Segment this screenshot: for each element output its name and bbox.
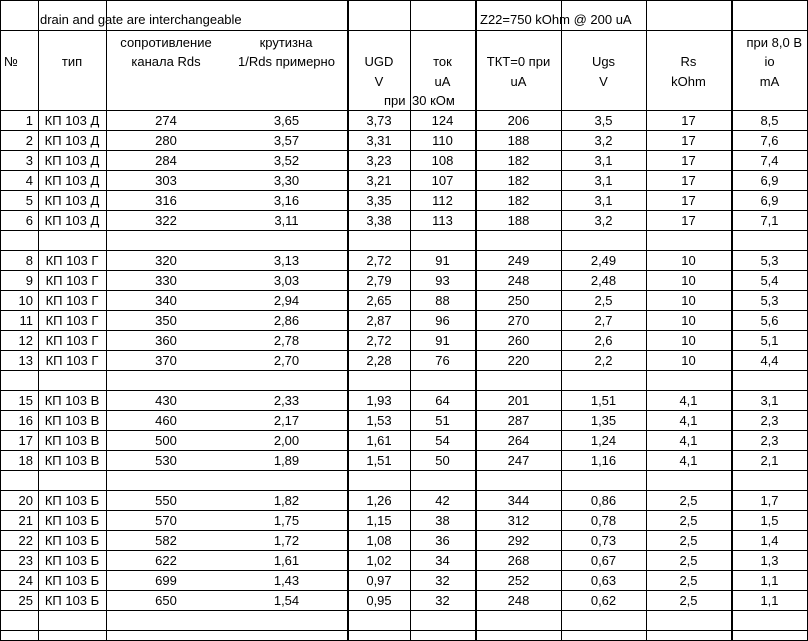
grid-line: [0, 450, 808, 451]
cell-rds: 320: [155, 253, 177, 268]
cell-tok: 51: [435, 413, 450, 428]
cell-rds: 274: [155, 113, 177, 128]
cell-type: КП 103 Д: [44, 213, 100, 228]
cell-no: 8: [25, 253, 33, 268]
cell-tkt: 250: [507, 293, 530, 308]
cell-rs: 10: [681, 293, 696, 308]
unit-ugd: V: [374, 74, 384, 89]
cell-tkt: 182: [507, 193, 530, 208]
grid-line: [0, 110, 808, 111]
unit-tok: uA: [434, 74, 451, 89]
cell-type: КП 103 Д: [44, 173, 100, 188]
cell-tok: 88: [435, 293, 450, 308]
grid-line: [0, 470, 808, 471]
header-no: №: [4, 54, 18, 69]
cell-rds: 322: [155, 213, 177, 228]
cell-ugs: 2,2: [594, 353, 613, 368]
cell-rds: 303: [155, 173, 177, 188]
cell-tok: 112: [432, 193, 453, 208]
grid-line: [0, 0, 808, 1]
cell-no: 9: [25, 273, 33, 288]
cell-gm: 2,33: [273, 393, 300, 408]
cell-rds: 570: [155, 513, 177, 528]
cell-io: 2,3: [760, 433, 779, 448]
grid-line: [0, 290, 808, 291]
cell-ugd: 2,28: [366, 353, 392, 368]
header-tok: ток: [433, 54, 452, 69]
cell-tok: 32: [435, 593, 450, 608]
cell-gm: 3,13: [273, 253, 300, 268]
grid-line: [0, 490, 808, 491]
cell-rds: 460: [155, 413, 177, 428]
cell-ugs: 3,2: [594, 213, 613, 228]
cell-gm: 1,89: [273, 453, 300, 468]
cell-tok: 124: [431, 113, 454, 128]
cell-rs: 10: [681, 253, 696, 268]
cell-type: КП 103 Б: [44, 513, 100, 528]
cell-ugs: 1,35: [590, 413, 617, 428]
cell-type: КП 103 Г: [45, 293, 99, 308]
cell-tkt: 247: [507, 453, 530, 468]
grid-line: [0, 150, 808, 151]
header-gm-line1: крутизна: [259, 35, 313, 50]
cell-no: 22: [18, 533, 33, 548]
cell-rds: 500: [155, 433, 177, 448]
cell-no: 4: [25, 173, 33, 188]
cell-ugd: 3,73: [366, 113, 392, 128]
cell-rds: 280: [155, 133, 177, 148]
cell-ugd: 0,97: [366, 573, 392, 588]
cell-gm: 2,94: [273, 293, 300, 308]
grid-line: [0, 310, 808, 311]
cell-io: 7,4: [760, 153, 779, 168]
cell-rds: 360: [155, 333, 177, 348]
cell-rs: 2,5: [679, 493, 698, 508]
note-pri: при: [384, 93, 406, 108]
cell-ugd: 2,72: [366, 333, 392, 348]
cell-gm: 3,65: [273, 113, 300, 128]
cell-rs: 2,5: [679, 553, 698, 568]
cell-ugs: 0,78: [590, 513, 617, 528]
grid-line: [0, 170, 808, 171]
grid-line: [0, 230, 808, 231]
cell-tkt: 260: [507, 333, 530, 348]
cell-rds: 330: [155, 273, 177, 288]
cell-tok: 91: [435, 333, 450, 348]
note-30kohm: 30 кОм: [412, 93, 455, 108]
cell-gm: 3,16: [273, 193, 300, 208]
cell-ugs: 2,48: [590, 273, 617, 288]
cell-io: 1,1: [760, 573, 779, 588]
cell-rs: 2,5: [679, 593, 698, 608]
cell-gm: 3,52: [273, 153, 300, 168]
cell-rds: 530: [155, 453, 177, 468]
cell-no: 16: [18, 413, 33, 428]
cell-ugs: 2,6: [594, 333, 613, 348]
cell-no: 3: [25, 153, 33, 168]
cell-gm: 2,70: [273, 353, 300, 368]
cell-rds: 284: [155, 153, 177, 168]
cell-no: 17: [18, 433, 33, 448]
grid-line: [0, 430, 808, 431]
cell-rs: 2,5: [679, 513, 698, 528]
cell-ugd: 2,87: [366, 313, 392, 328]
cell-type: КП 103 В: [44, 413, 100, 428]
cell-no: 12: [18, 333, 33, 348]
unit-ugs: V: [599, 74, 608, 89]
cell-tkt: 220: [507, 353, 530, 368]
grid-line: [0, 250, 808, 251]
cell-type: КП 103 Г: [45, 333, 99, 348]
header-rds-line2: канала Rds: [131, 54, 201, 69]
cell-io: 7,6: [760, 133, 779, 148]
cell-rs: 17: [681, 173, 696, 188]
cell-rs: 17: [681, 113, 696, 128]
cell-tkt: 252: [507, 573, 530, 588]
cell-rs: 4,1: [679, 433, 698, 448]
title-right: Z22=750 kOhm @ 200 uA: [480, 12, 632, 27]
cell-tok: 36: [435, 533, 450, 548]
cell-tok: 110: [432, 133, 453, 148]
cell-tok: 54: [435, 433, 450, 448]
cell-no: 2: [25, 133, 33, 148]
title-left: drain and gate are interchangeable: [40, 12, 242, 27]
cell-tok: 32: [435, 573, 450, 588]
grid-line: [0, 370, 808, 371]
cell-ugd: 3,35: [366, 193, 392, 208]
unit-io: mA: [759, 74, 780, 89]
cell-no: 15: [18, 393, 33, 408]
cell-type: КП 103 Д: [44, 133, 100, 148]
cell-type: КП 103 Г: [45, 273, 99, 288]
cell-rs: 2,5: [679, 533, 698, 548]
cell-tok: 38: [435, 513, 450, 528]
cell-ugd: 1,53: [366, 413, 392, 428]
cell-type: КП 103 В: [44, 433, 100, 448]
cell-ugd: 3,21: [366, 173, 392, 188]
cell-ugd: 3,38: [366, 213, 392, 228]
header-io-line1: при 8,0 В: [746, 35, 802, 50]
cell-rds: 622: [155, 553, 177, 568]
grid-line: [0, 130, 808, 131]
cell-ugd: 1,61: [366, 433, 392, 448]
grid-line: [0, 30, 808, 31]
cell-no: 5: [25, 193, 33, 208]
cell-tok: 50: [435, 453, 450, 468]
cell-ugs: 0,62: [590, 593, 617, 608]
cell-type: КП 103 Г: [45, 253, 99, 268]
cell-io: 8,5: [760, 113, 779, 128]
cell-no: 13: [18, 353, 33, 368]
cell-tkt: 201: [507, 393, 530, 408]
cell-ugd: 1,51: [366, 453, 392, 468]
cell-ugd: 2,79: [366, 273, 392, 288]
cell-ugs: 3,1: [594, 173, 613, 188]
cell-io: 5,3: [760, 253, 779, 268]
cell-type: КП 103 Б: [44, 573, 100, 588]
cell-type: КП 103 В: [44, 393, 100, 408]
cell-type: КП 103 Б: [44, 553, 100, 568]
cell-tok: 42: [435, 493, 450, 508]
cell-tok: 108: [431, 153, 454, 168]
cell-gm: 3,03: [273, 273, 300, 288]
header-rs: Rs: [680, 54, 697, 69]
grid-line: [0, 630, 808, 631]
cell-tkt: 312: [507, 513, 530, 528]
header-tkt: ТКТ=0 при: [486, 54, 551, 69]
cell-ugd: 3,23: [366, 153, 392, 168]
header-type: тип: [61, 54, 83, 69]
cell-ugd: 1,15: [366, 513, 392, 528]
cell-gm: 1,61: [273, 553, 300, 568]
cell-rds: 370: [155, 353, 177, 368]
cell-tkt: 188: [507, 213, 530, 228]
cell-rs: 17: [681, 193, 696, 208]
cell-io: 1,4: [760, 533, 779, 548]
cell-tkt: 287: [507, 413, 530, 428]
cell-tok: 34: [435, 553, 450, 568]
cell-no: 21: [18, 513, 33, 528]
cell-ugs: 3,5: [594, 113, 613, 128]
cell-io: 6,9: [760, 193, 779, 208]
cell-ugs: 2,5: [594, 293, 613, 308]
cell-tkt: 292: [507, 533, 530, 548]
cell-gm: 1,72: [273, 533, 300, 548]
cell-tkt: 270: [507, 313, 530, 328]
cell-type: КП 103 Д: [44, 153, 100, 168]
cell-io: 2,3: [760, 413, 779, 428]
cell-gm: 1,54: [273, 593, 300, 608]
cell-rs: 17: [681, 133, 696, 148]
grid-line: [0, 350, 808, 351]
cell-no: 11: [19, 313, 33, 328]
cell-io: 6,9: [760, 173, 779, 188]
cell-ugd: 1,26: [366, 493, 392, 508]
cell-rs: 10: [681, 353, 696, 368]
cell-no: 20: [18, 493, 33, 508]
cell-io: 7,1: [760, 213, 779, 228]
cell-ugd: 1,93: [366, 393, 392, 408]
cell-rs: 4,1: [679, 393, 698, 408]
unit-tkt: uA: [510, 74, 527, 89]
cell-rs: 10: [681, 333, 696, 348]
grid-line: [0, 330, 808, 331]
cell-rs: 10: [681, 273, 696, 288]
cell-rds: 430: [155, 393, 177, 408]
cell-no: 6: [25, 213, 33, 228]
cell-ugs: 2,7: [594, 313, 613, 328]
cell-gm: 2,86: [273, 313, 300, 328]
cell-ugs: 1,51: [590, 393, 617, 408]
cell-rds: 350: [155, 313, 177, 328]
cell-tok: 64: [435, 393, 450, 408]
cell-gm: 3,30: [273, 173, 300, 188]
cell-type: КП 103 В: [44, 453, 100, 468]
cell-tok: 113: [432, 213, 453, 228]
cell-rds: 316: [155, 193, 177, 208]
cell-io: 1,5: [760, 513, 779, 528]
cell-io: 1,1: [760, 593, 779, 608]
cell-no: 1: [25, 113, 33, 128]
cell-gm: 1,82: [273, 493, 300, 508]
cell-ugs: 3,2: [594, 133, 613, 148]
cell-gm: 1,75: [273, 513, 300, 528]
cell-gm: 2,00: [273, 433, 300, 448]
cell-ugs: 3,1: [594, 193, 613, 208]
header-rds-line1: сопротивление: [120, 35, 212, 50]
cell-type: КП 103 Г: [45, 313, 99, 328]
cell-tok: 107: [431, 173, 454, 188]
grid-line: [0, 390, 808, 391]
grid-line: [0, 510, 808, 511]
header-ugs: Ugs: [591, 54, 616, 69]
cell-type: КП 103 Б: [44, 533, 100, 548]
cell-tok: 76: [435, 353, 450, 368]
cell-rds: 582: [155, 533, 177, 548]
grid-line: [0, 530, 808, 531]
grid-line: [0, 190, 808, 191]
cell-gm: 3,11: [274, 213, 299, 228]
grid-line: [0, 590, 808, 591]
cell-tkt: 182: [507, 153, 530, 168]
cell-tok: 93: [435, 273, 450, 288]
cell-rds: 340: [155, 293, 177, 308]
cell-io: 1,3: [760, 553, 779, 568]
grid-line: [0, 610, 808, 611]
cell-gm: 3,57: [273, 133, 300, 148]
cell-tkt: 182: [507, 173, 530, 188]
cell-tok: 96: [435, 313, 450, 328]
cell-tkt: 188: [507, 133, 530, 148]
cell-type: КП 103 Д: [44, 193, 100, 208]
header-ugd: UGD: [364, 54, 394, 69]
cell-tkt: 344: [507, 493, 530, 508]
cell-ugs: 0,73: [590, 533, 617, 548]
grid-line: [0, 410, 808, 411]
cell-ugs: 3,1: [594, 153, 613, 168]
cell-type: КП 103 Б: [44, 593, 100, 608]
cell-gm: 1,43: [273, 573, 300, 588]
cell-rs: 4,1: [679, 453, 698, 468]
cell-rs: 4,1: [679, 413, 698, 428]
grid-line: [0, 270, 808, 271]
cell-rds: 650: [155, 593, 177, 608]
grid-line: [0, 570, 808, 571]
cell-rs: 2,5: [679, 573, 698, 588]
cell-gm: 2,17: [273, 413, 300, 428]
cell-tkt: 206: [507, 113, 530, 128]
cell-no: 23: [18, 553, 33, 568]
cell-type: КП 103 Г: [45, 353, 99, 368]
cell-ugs: 0,67: [590, 553, 617, 568]
cell-ugs: 0,86: [590, 493, 617, 508]
cell-rs: 10: [681, 313, 696, 328]
cell-rds: 550: [155, 493, 177, 508]
header-io-line2: io: [764, 54, 775, 69]
cell-gm: 2,78: [273, 333, 300, 348]
cell-rs: 17: [681, 153, 696, 168]
unit-rs: kOhm: [671, 74, 706, 89]
cell-io: 5,3: [760, 293, 779, 308]
cell-no: 24: [18, 573, 33, 588]
cell-ugd: 3,31: [366, 133, 392, 148]
cell-io: 3,1: [760, 393, 779, 408]
cell-ugs: 1,16: [590, 453, 617, 468]
cell-rs: 17: [681, 213, 696, 228]
cell-ugd: 1,08: [366, 533, 392, 548]
cell-no: 10: [18, 293, 33, 308]
cell-ugs: 1,24: [590, 433, 617, 448]
cell-io: 4,4: [760, 353, 779, 368]
cell-ugs: 2,49: [590, 253, 617, 268]
cell-rds: 699: [155, 573, 177, 588]
cell-tkt: 248: [507, 593, 530, 608]
header-gm-line2: 1/Rds примерно: [238, 54, 335, 69]
cell-ugd: 2,72: [366, 253, 392, 268]
cell-tkt: 264: [507, 433, 530, 448]
cell-io: 5,1: [760, 333, 779, 348]
cell-ugd: 2,65: [366, 293, 392, 308]
cell-io: 2,1: [760, 453, 779, 468]
cell-type: КП 103 Б: [44, 493, 100, 508]
grid-line: [0, 550, 808, 551]
cell-tkt: 268: [507, 553, 530, 568]
cell-no: 25: [18, 593, 33, 608]
cell-type: КП 103 Д: [44, 113, 100, 128]
cell-io: 1,7: [760, 493, 779, 508]
cell-ugd: 1,02: [366, 553, 392, 568]
cell-tkt: 249: [507, 253, 530, 268]
cell-no: 18: [18, 453, 33, 468]
cell-ugd: 0,95: [366, 593, 392, 608]
cell-tkt: 248: [507, 273, 530, 288]
grid-line: [0, 210, 808, 211]
cell-tok: 91: [435, 253, 450, 268]
cell-ugs: 0,63: [590, 573, 617, 588]
cell-io: 5,4: [760, 273, 779, 288]
cell-io: 5,6: [760, 313, 779, 328]
